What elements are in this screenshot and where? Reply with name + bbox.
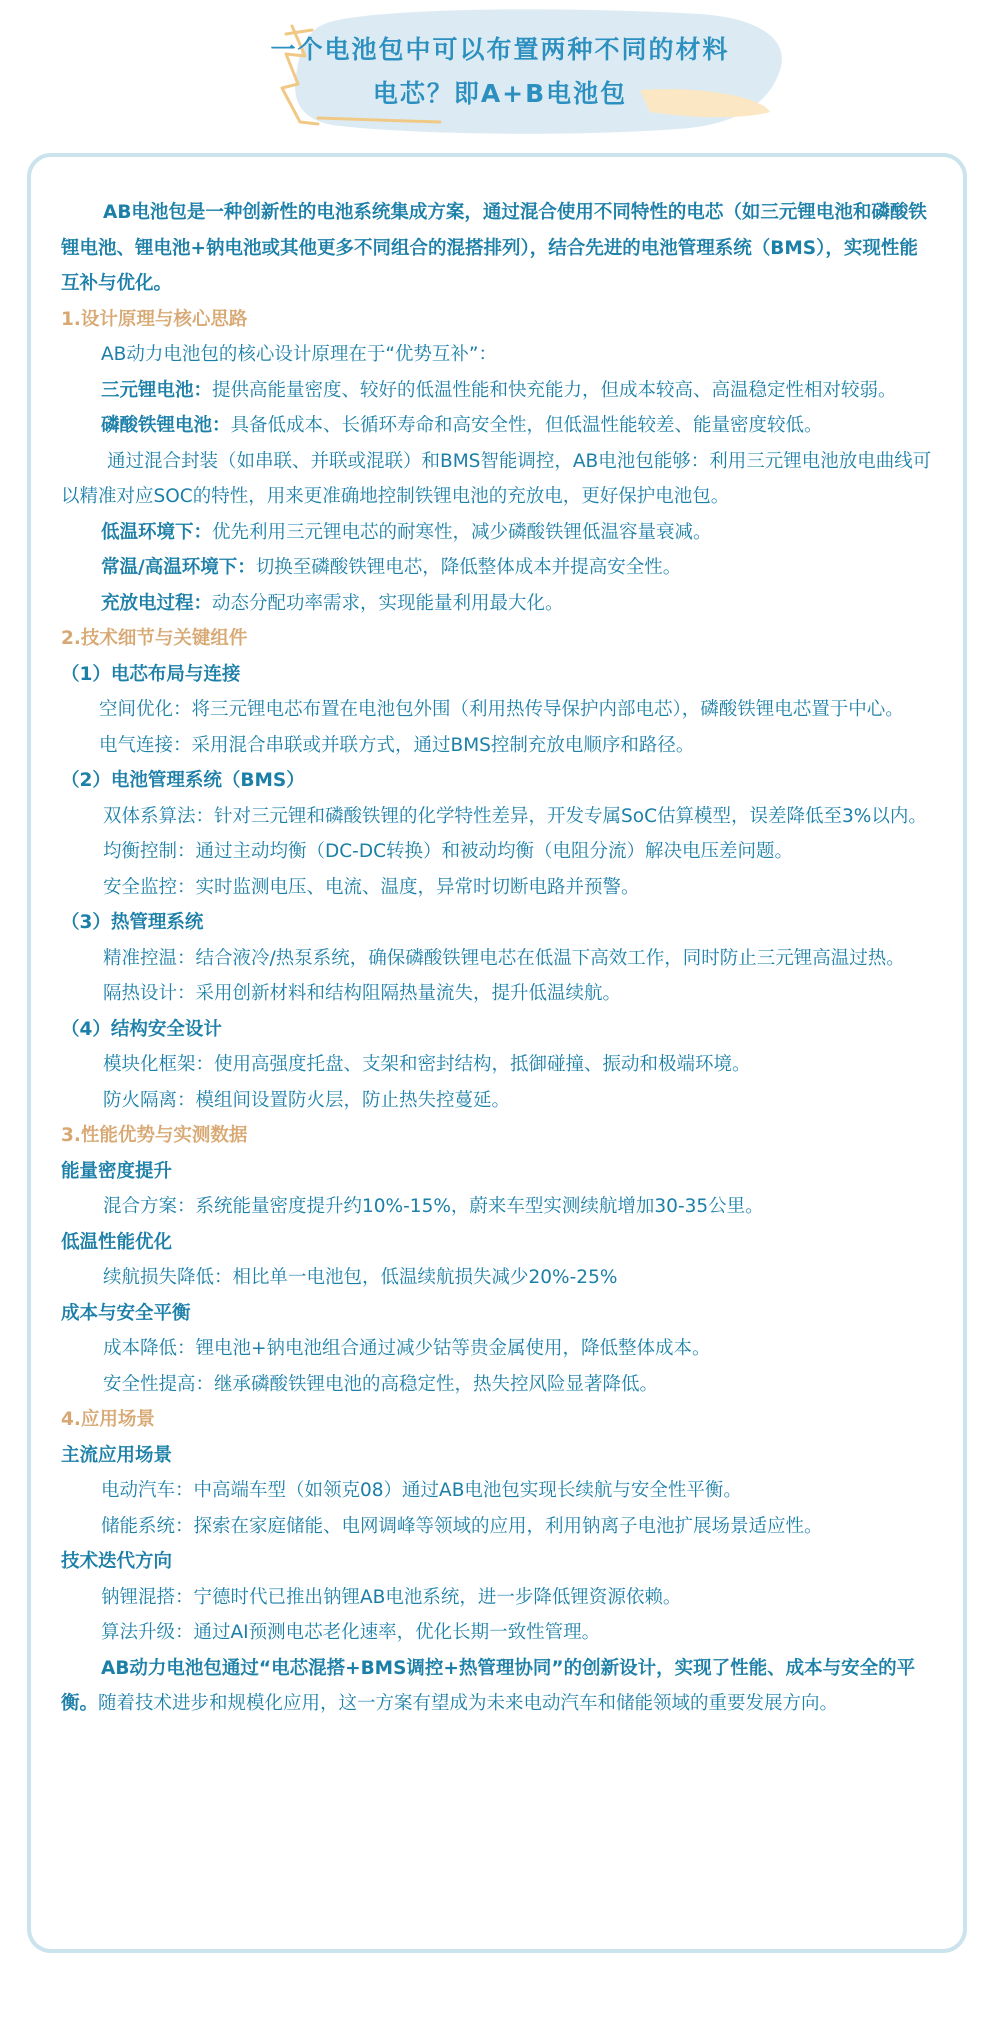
space-optimization-paragraph: 空间优化：将三元锂电芯布置在电池包外围（利用热传导保护内部电芯），磷酸铁锂电芯置于中心。 (99, 699, 904, 720)
principle-paragraph: AB动力电池包的核心设计原理在于“优势互补”： (101, 344, 498, 365)
mainstream-applications-heading: 主流应用场景 (61, 1444, 173, 1466)
ev-paragraph: 电动汽车：中高端车型（如领克08）通过AB电池包实现长续航与安全性平衡。 (101, 1480, 742, 1501)
intro-paragraph: AB电池包是一种创新性的电池系统集成方案，通过混合使用不同特性的电芯（如三元锂电池和磷酸铁锂电池、锂电池+钠电池或其他更多不同组合的混搭排列），结合先进的电池管理系统（BMS），实现性能互补与优化。 (61, 202, 927, 294)
fire-isolation-paragraph: 防火隔离：模组间设置防火层，防止热失控蔓延。 (103, 1089, 511, 1111)
dual-algorithm-paragraph: 双体系算法：针对三元锂和磷酸铁锂的化学特性差异，开发专属SoC估算模型，误差降低至3%以内。 (103, 805, 927, 827)
charge-paragraph (61, 586, 933, 622)
lfp-label: 磷酸铁锂电池： (101, 415, 231, 436)
low-temp-performance-heading: 低温性能优化 (61, 1231, 173, 1253)
ncm-paragraph (61, 373, 933, 409)
balancing-paragraph: 均衡控制：通过主动均衡（DC-DC转换）和被动均衡（电阻分流）解决电压差问题。 (103, 841, 794, 862)
insulation-paragraph: 隔热设计：采用创新材料和结构阻隔热量流失，提升低温续航。 (103, 983, 622, 1004)
high-temp-text: 切换至磷酸铁锂电芯，降低整体成本并提高安全性。 (255, 557, 682, 578)
energy-storage-paragraph: 储能系统：探索在家庭储能、电网调峰等领域的应用，利用钠离子电池扩展场景适应性。 (101, 1515, 823, 1537)
energy-density-heading: 能量密度提升 (61, 1160, 173, 1182)
title-banner (0, 0, 1000, 145)
subsection-bms-heading: （2）电池管理系统（BMS） (61, 770, 305, 791)
ncm-label: 三元锂电池： (101, 379, 213, 401)
cost-reduction-paragraph: 成本降低：锂电池+钠电池组合通过减少钴等贵金属使用，降低整体成本。 (103, 1338, 711, 1359)
conclusion-bold: AB动力电池包通过“电芯混搭+BMS调控+热管理协同”的创新设计，实现了性能、成本与安全的平衡。 (61, 1657, 916, 1714)
sodium-lithium-paragraph: 钠锂混搭：宁德时代已推出钠锂AB电池系统，进一步降低锂资源依赖。 (101, 1586, 682, 1608)
low-temp-label: 低温环境下： (101, 521, 213, 543)
charge-label: 充放电过程： (101, 592, 213, 614)
subsection-layout-heading: （1）电芯布局与连接 (61, 663, 241, 685)
high-temp-paragraph (61, 550, 933, 586)
tech-iteration-heading: 技术迭代方向 (61, 1551, 173, 1572)
range-loss-paragraph: 续航损失降低：相比单一电池包，低温续航损失减少20%-25% (103, 1267, 618, 1288)
charge-text: 动态分配功率需求，实现能量利用最大化。 (212, 592, 564, 614)
section-4-heading: 4.应用场景 (61, 1409, 155, 1430)
low-temp-paragraph (61, 515, 933, 551)
lfp-paragraph (61, 408, 933, 444)
safety-improvement-paragraph: 安全性提高：继承磷酸铁锂电池的高稳定性，热失控风险显著降低。 (103, 1373, 659, 1395)
high-temp-label: 常温/高温环境下： (101, 557, 256, 578)
algorithm-upgrade-paragraph: 算法升级：通过AI预测电芯老化速率，优化长期一致性管理。 (101, 1622, 601, 1643)
modular-frame-paragraph: 模块化框架：使用高强度托盘、支架和密封结构，抵御碰撞、振动和极端环境。 (103, 1054, 751, 1075)
banner-title-line1: 一个电池包中可以布置两种不同的材料 (270, 35, 730, 64)
electrical-connection-paragraph: 电气连接：采用混合串联或并联方式，通过BMS控制充放电顺序和路径。 (99, 734, 695, 756)
banner-decoration (0, 0, 1000, 145)
section-3-heading: 3.性能优势与实测数据 (61, 1125, 248, 1146)
conclusion-text: 随着技术进步和规模化应用，这一方案有望成为未来电动汽车和储能领域的重要发展方向。 (98, 1693, 839, 1714)
safety-monitoring-paragraph: 安全监控：实时监测电压、电流、温度，异常时切断电路并预警。 (103, 876, 640, 898)
subsection-thermal-heading: （3）热管理系统 (61, 912, 204, 933)
mixing-paragraph: 通过混合封装（如串联、并联或混联）和BMS智能调控，AB电池包能够：利用三元锂电池放电曲线可以精准对应SOC的特性，用来更准确地控制铁锂电池的充放电，更好保护电池包。 (61, 450, 932, 507)
ncm-text: 提供高能量密度、较好的低温性能和快充能力，但成本较高、高温稳定性相对较弱。 (212, 379, 897, 401)
hybrid-scheme-paragraph: 混合方案：系统能量密度提升约10%-15%，蔚来车型实测续航增加30-35公里。 (103, 1196, 764, 1217)
article-card (27, 153, 967, 1953)
section-2-heading: 2.技术细节与关键组件 (61, 628, 248, 649)
conclusion-paragraph (61, 1651, 933, 1722)
section-1-heading: 1.设计原理与核心思路 (61, 308, 248, 330)
low-temp-text: 优先利用三元锂电芯的耐寒性，减少磷酸铁锂低温容量衰减。 (212, 521, 712, 543)
cost-safety-heading: 成本与安全平衡 (61, 1302, 191, 1324)
lfp-text: 具备低成本、长循环寿命和高安全性，但低温性能较差、能量密度较低。 (230, 415, 823, 436)
banner-title-line2: 电芯？即A+B电池包 (372, 79, 628, 108)
subsection-structure-heading: （4）结构安全设计 (61, 1018, 222, 1040)
temp-control-paragraph: 精准控温：结合液冷/热泵系统，确保磷酸铁锂电芯在低温下高效工作，同时防止三元锂高温过热。 (103, 947, 905, 969)
